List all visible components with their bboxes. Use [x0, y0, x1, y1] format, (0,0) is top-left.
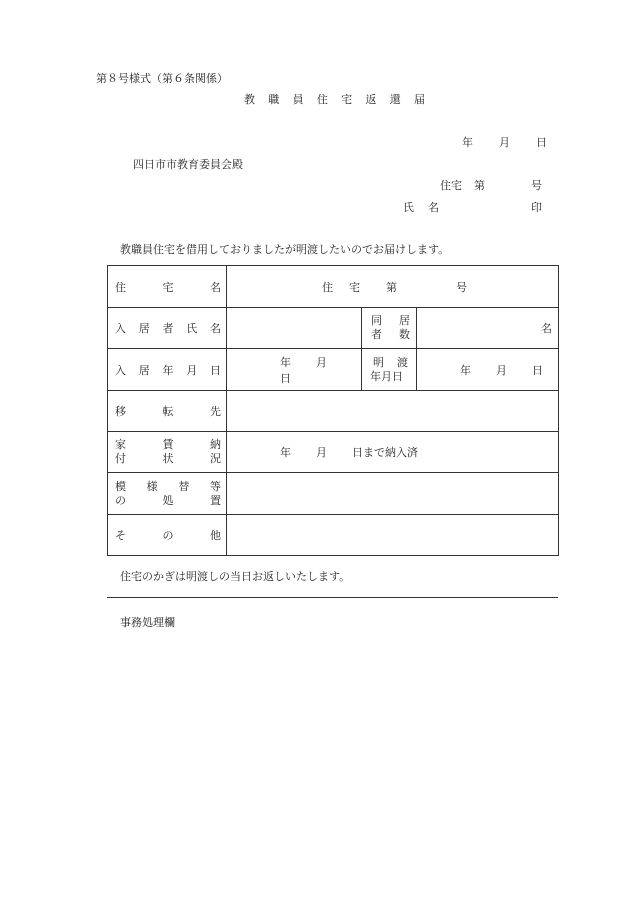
label-char: の	[162, 529, 174, 542]
label-char: 住	[115, 280, 126, 294]
title-char: 宅	[341, 93, 353, 106]
resident-name-field[interactable]	[227, 308, 362, 349]
other-field[interactable]	[227, 515, 559, 556]
label-char: 処	[162, 493, 174, 507]
date-line	[462, 134, 547, 150]
label-char: 家	[115, 438, 126, 451]
label-vacate-date	[362, 349, 417, 391]
label-char: 同	[371, 314, 382, 327]
label-char: 月	[186, 363, 198, 377]
new-address-field[interactable]	[227, 391, 559, 432]
label-char: 宅	[162, 280, 174, 294]
intro-text: 教職員住宅を借用しておりましたが明渡したいのでお届けします。	[120, 243, 450, 256]
seal-mark: 印	[531, 201, 542, 214]
label-char: 付	[115, 452, 126, 465]
label-rent-status	[108, 432, 227, 473]
date-year: 年	[280, 355, 291, 369]
date-month: 月	[316, 355, 327, 369]
label-cohabitants	[362, 308, 417, 349]
label-char: 納	[210, 438, 221, 451]
date-day: 日	[532, 363, 543, 377]
label-char: 者	[162, 322, 174, 335]
label-vacate-ymd: 年月日	[370, 369, 403, 383]
label-char: 名	[210, 280, 221, 294]
row-other	[108, 515, 559, 556]
cohabitants-field[interactable]	[417, 308, 559, 349]
label-char: 様	[146, 479, 158, 493]
label-char: 転	[162, 405, 174, 418]
date-day: 日	[536, 136, 547, 149]
label-char: 日	[210, 363, 221, 377]
date-year: 年	[280, 446, 291, 459]
label-char: 居	[399, 314, 410, 327]
page-title	[244, 91, 425, 107]
renovation-field[interactable]	[227, 473, 559, 515]
title-char: 職	[268, 93, 280, 106]
label-other	[108, 515, 227, 556]
label-new-address	[108, 391, 227, 432]
move-in-date-field[interactable]	[227, 349, 362, 391]
house-name-char: 宅	[349, 280, 360, 294]
label-char: 者	[371, 328, 382, 341]
title-char: 教	[244, 93, 255, 106]
label-char: 替	[178, 479, 190, 493]
label-char: 先	[210, 405, 221, 418]
footer-note: 住宅のかぎは明渡しの当日お返しいたします。	[120, 570, 351, 583]
house-name-field[interactable]	[227, 266, 559, 308]
house-go: 号	[531, 179, 542, 192]
label-char: 名	[210, 322, 221, 335]
applicant-name	[403, 199, 542, 215]
row-move-in-date	[108, 349, 559, 391]
date-day: 日	[280, 371, 291, 385]
label-char: 模	[115, 479, 126, 493]
date-year: 年	[460, 363, 471, 377]
label-char: 明	[373, 355, 384, 369]
name-label: 名	[428, 201, 439, 214]
title-char: 届	[413, 93, 425, 106]
vacate-date-field[interactable]	[417, 349, 559, 391]
label-char: 入	[115, 322, 126, 335]
label-renovation	[108, 473, 227, 515]
label-char: 入	[115, 363, 126, 377]
label-house-name	[108, 266, 227, 308]
return-form-table	[107, 265, 559, 556]
label-char: そ	[115, 529, 126, 542]
label-char: 数	[399, 328, 410, 341]
row-new-address	[108, 391, 559, 432]
label-char: 置	[210, 493, 221, 507]
house-prefix: 住宅	[440, 179, 462, 192]
date-month: 月	[496, 363, 507, 377]
label-char: 賃	[162, 438, 174, 451]
label-char: 居	[138, 363, 150, 377]
label-char: 等	[209, 479, 221, 493]
title-char: 還	[389, 93, 401, 106]
row-house-name	[108, 266, 559, 308]
row-rent-status	[108, 432, 559, 473]
title-char: 返	[365, 93, 377, 106]
row-resident-name	[108, 308, 559, 349]
house-number-dai: 第	[386, 280, 397, 294]
label-char: 他	[210, 529, 221, 542]
label-char: 状	[162, 452, 174, 465]
label-char: 氏	[186, 322, 198, 335]
date-year: 年	[462, 136, 473, 149]
label-char: 渡	[397, 355, 408, 369]
label-resident-name	[108, 308, 227, 349]
row-renovation	[108, 473, 559, 515]
house-number-go: 号	[456, 280, 467, 294]
label-char: の	[115, 493, 126, 507]
title-char: 住	[316, 93, 328, 106]
house-dai: 第	[474, 179, 485, 192]
label-move-in-date	[108, 349, 227, 391]
form-number: 第８号様式（第６条関係）	[96, 72, 228, 85]
label-char: 況	[210, 452, 221, 465]
label-char: 移	[115, 405, 126, 418]
house-name-char: 住	[322, 280, 333, 294]
date-month: 月	[499, 136, 510, 149]
rent-paid-until: 日まで納入済	[352, 446, 418, 459]
title-char: 員	[292, 93, 304, 106]
applicant-house	[440, 177, 542, 193]
office-section-label: 事務処理欄	[120, 616, 175, 629]
addressee: 四日市市教育委員会殿	[133, 158, 243, 171]
name-label: 氏	[403, 201, 414, 214]
date-month: 月	[316, 446, 327, 459]
rent-status-field[interactable]	[227, 432, 559, 473]
label-char: 居	[138, 322, 150, 335]
label-char: 年	[162, 363, 174, 377]
cohabitants-unit: 名	[541, 322, 553, 335]
section-divider	[107, 597, 558, 598]
